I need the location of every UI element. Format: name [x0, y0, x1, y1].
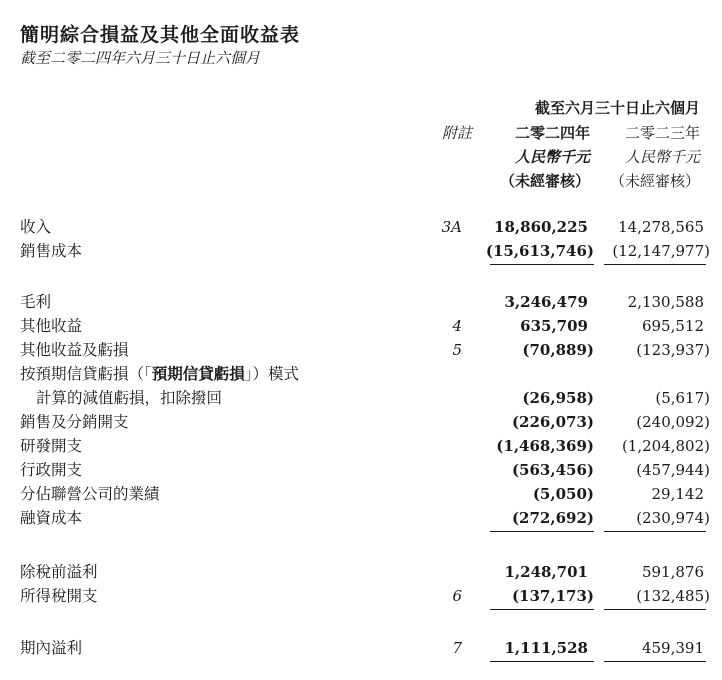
note-header: 附註 [441, 124, 472, 142]
total-rule [604, 661, 706, 662]
statement-subtitle: 截至二零二四年六月三十日止六個月 [20, 49, 261, 67]
row-label: 行政開支 [20, 461, 83, 479]
table-row [0, 338, 722, 362]
row-label: 銷售及分銷開支 [20, 413, 129, 431]
value-2024: (272,692) [511, 509, 594, 527]
value-2023: 2,130,588 [627, 293, 704, 311]
row-note: 6 [452, 587, 462, 605]
column-header-2023 [600, 121, 700, 193]
table-row [0, 290, 722, 314]
column-year-2023: 二零二三年 [624, 124, 700, 142]
value-2024: (70,889) [522, 341, 594, 359]
value-2024: (15,613,746) [485, 242, 594, 260]
table-row [0, 482, 722, 506]
period-header: 截至六月三十日止六個月 [534, 99, 700, 117]
value-2024: 1,248,701 [504, 563, 588, 581]
row-note: 5 [452, 341, 462, 359]
row-label: 期內溢利 [20, 639, 83, 657]
defined-term: 預期信貸虧損 [151, 364, 245, 383]
table-row [0, 410, 722, 434]
row-label: 除稅前溢利 [20, 563, 98, 581]
row-label: 分佔聯營公司的業績 [20, 485, 160, 503]
table-row [0, 560, 722, 584]
value-2023: (5,617) [655, 389, 710, 407]
value-2024: 635,709 [520, 317, 588, 335]
subtotal-rule [604, 609, 706, 610]
row-label: 其他收益及虧損 [20, 341, 129, 359]
value-2023: (12,147,977) [612, 242, 710, 260]
table-row [0, 314, 722, 338]
value-2024: (1,468,369) [496, 437, 594, 455]
value-2023: (457,944) [636, 461, 710, 479]
table-row [0, 458, 722, 482]
row-label: 毛利 [20, 293, 52, 311]
column-year-2024: 二零二四年 [514, 124, 590, 142]
column-audit-2024: （未經審核） [499, 172, 590, 190]
value-2023: 695,512 [641, 317, 704, 335]
column-unit-2024: 人民幣千元 [514, 148, 590, 166]
table-row [0, 386, 722, 410]
row-label-prefix: 按預期信貸虧損（「 [20, 365, 152, 383]
value-2024: 1,111,528 [504, 639, 588, 657]
column-audit-2023: （未經審核） [609, 172, 700, 190]
table-row [0, 215, 722, 239]
subtotal-rule [604, 264, 706, 265]
statement-title: 簡明綜合損益及其他全面收益表 [20, 24, 301, 46]
value-2023: 29,142 [651, 485, 704, 503]
total-rule [490, 661, 594, 662]
row-label: 研發開支 [20, 437, 83, 455]
table-row [0, 636, 722, 660]
value-2023: 459,391 [641, 639, 704, 657]
value-2024: 18,860,225 [494, 218, 588, 236]
table-row [0, 362, 722, 386]
row-label: 所得稅開支 [20, 587, 98, 605]
value-2023: (132,485) [636, 587, 710, 605]
subtotal-rule [490, 264, 594, 265]
column-header-2024 [482, 121, 590, 193]
value-2024: (563,456) [511, 461, 594, 479]
row-label: 收入 [20, 218, 52, 236]
column-unit-2023: 人民幣千元 [624, 148, 700, 166]
table-row [0, 506, 722, 530]
table-row [0, 239, 722, 263]
value-2023: (1,204,802) [621, 437, 710, 455]
row-note: 4 [452, 317, 462, 335]
value-2024: (5,050) [532, 485, 594, 503]
value-2024: (26,958) [522, 389, 594, 407]
subtotal-rule [490, 531, 594, 532]
subtotal-rule [604, 531, 706, 532]
value-2023: (123,937) [636, 341, 710, 359]
row-label [20, 362, 299, 386]
table-row [0, 584, 722, 608]
row-label: 銷售成本 [20, 242, 83, 260]
row-label-suffix: 」）模式 [244, 365, 300, 383]
row-note: 3A [441, 218, 462, 236]
row-label: 融資成本 [20, 509, 83, 527]
value-2023: (230,974) [636, 509, 710, 527]
subtotal-rule [490, 609, 594, 610]
row-label: 其他收益 [20, 317, 83, 335]
value-2023: (240,092) [636, 413, 710, 431]
value-2023: 591,876 [641, 563, 704, 581]
row-note: 7 [452, 639, 462, 657]
row-label: 計算的減值虧損，扣除撥回 [36, 389, 223, 407]
value-2024: (137,173) [511, 587, 594, 605]
value-2023: 14,278,565 [618, 218, 704, 236]
value-2024: (226,073) [511, 413, 594, 431]
value-2024: 3,246,479 [504, 293, 588, 311]
table-row [0, 434, 722, 458]
